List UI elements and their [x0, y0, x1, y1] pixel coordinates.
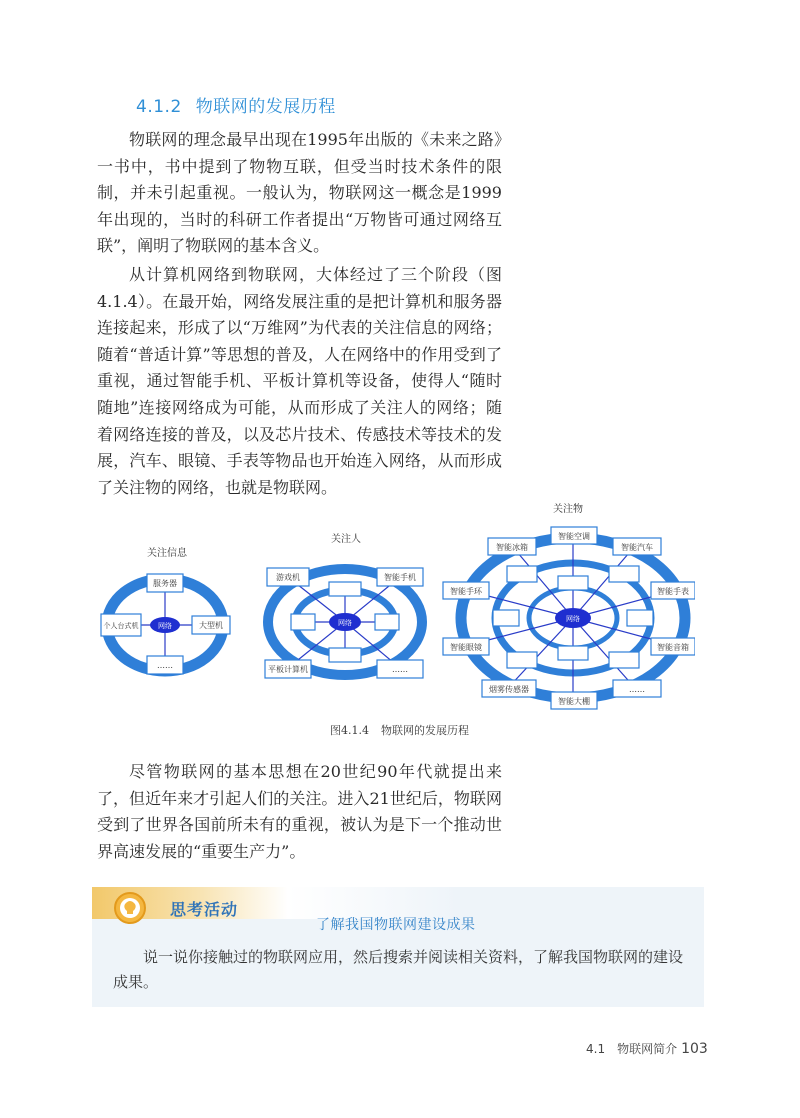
node-label: 智能手机 — [384, 573, 416, 582]
caption-number: 图4.1.4 — [330, 724, 369, 737]
node-box — [558, 576, 588, 590]
node-label: 智能汽车 — [621, 543, 653, 552]
figure-caption — [330, 722, 469, 738]
center-label: 网络 — [566, 615, 580, 623]
node-label: 游戏机 — [276, 573, 300, 582]
paragraph-attention: 尽管物联网的基本思想在20世纪90年代就提出来了，但近年来才引起人们的关注。进入21世纪后，物联网受到了世界各国前所未有的重视，被认为是下一个推动世界高速发展的“重要生产力”。 — [97, 762, 502, 861]
diagram-label-things: 关注物 — [553, 504, 583, 515]
node-label: …… — [629, 685, 645, 694]
node-box — [507, 652, 537, 668]
node-label: 个人台式机 — [103, 622, 139, 630]
development-figure — [95, 500, 695, 715]
node-label: 智能音箱 — [657, 643, 689, 652]
node-box — [507, 566, 537, 582]
diagram-info — [101, 546, 230, 674]
paragraph-origin: 物联网的理念最早出现在1995年出版的《未来之路》一书中，书中提到了物物互联，但受当时技术条件的限制，并未引起重视。一般认为，物联网这一概念是1999年出现的，当时的科研工作者提出“万物皆可通过网络互联”，阐明了物联网的基本含义。 — [97, 130, 502, 256]
page-number: 103 — [681, 1041, 708, 1057]
node-box — [329, 648, 361, 662]
activity-subtitle: 了解我国物联网建设成果 — [316, 917, 476, 933]
page-footer — [586, 1040, 708, 1057]
node-box — [609, 566, 639, 582]
node-label: 大型机 — [199, 621, 223, 630]
node-box — [493, 610, 519, 626]
node-label: 智能大棚 — [558, 697, 590, 706]
node-label: 智能手环 — [450, 587, 482, 596]
node-label: 服务器 — [153, 579, 177, 588]
node-label: 智能冰箱 — [496, 543, 528, 552]
caption-text: 物联网的发展历程 — [381, 724, 469, 737]
lightbulb-icon — [108, 890, 152, 926]
section-number: 4.1.2 — [136, 97, 182, 117]
node-box — [558, 646, 588, 660]
node-box — [627, 610, 653, 626]
footer-section-title: 物联网简介 — [617, 1042, 678, 1056]
footer-section-number: 4.1 — [586, 1042, 606, 1056]
node-label: 智能空调 — [558, 532, 590, 541]
diagram-label-people: 关注人 — [331, 534, 361, 545]
node-box — [291, 614, 315, 630]
paragraph-stages: 从计算机网络到物联网，大体经过了三个阶段（图4.1.4）。在最开始，网络发展注重的是把计算机和服务器连接起来，形成了以“万维网”为代表的关注信息的网络；随着“普适计算”等思想的普及，人在网络中的作用受到了重视，通过智能手机、平板计算机等设备，使得人“随时随地”连接网络成为可能，从而形成了关注人的网络；随着网络连接的普及，以及芯片技术、传感技术等技术的发展，汽车、眼镜、手表等物品也开始连入网络，从而形成了关注物的网络，也就是物联网。 — [97, 265, 502, 497]
node-label: 智能眼镜 — [450, 643, 482, 652]
section-heading — [136, 92, 336, 117]
node-label: 烟雾传感器 — [489, 685, 529, 694]
node-box — [609, 652, 639, 668]
node-box — [329, 582, 361, 596]
node-box — [375, 614, 399, 630]
activity-title: 思考活动 — [170, 900, 239, 919]
node-label: …… — [157, 661, 173, 670]
diagram-label-info: 关注信息 — [147, 548, 187, 559]
diagram-people — [265, 532, 423, 678]
section-title: 物联网的发展历程 — [195, 97, 336, 117]
node-label: 智能手表 — [657, 587, 689, 596]
center-label: 网络 — [158, 622, 172, 630]
center-label: 网络 — [338, 619, 352, 627]
diagram-things — [443, 502, 695, 709]
activity-text: 说一说你接触过的物联网应用，然后搜索并阅读相关资料，了解我国物联网的建设成果。 — [113, 948, 684, 991]
node-label: 平板计算机 — [268, 665, 308, 674]
node-label: …… — [392, 665, 408, 674]
